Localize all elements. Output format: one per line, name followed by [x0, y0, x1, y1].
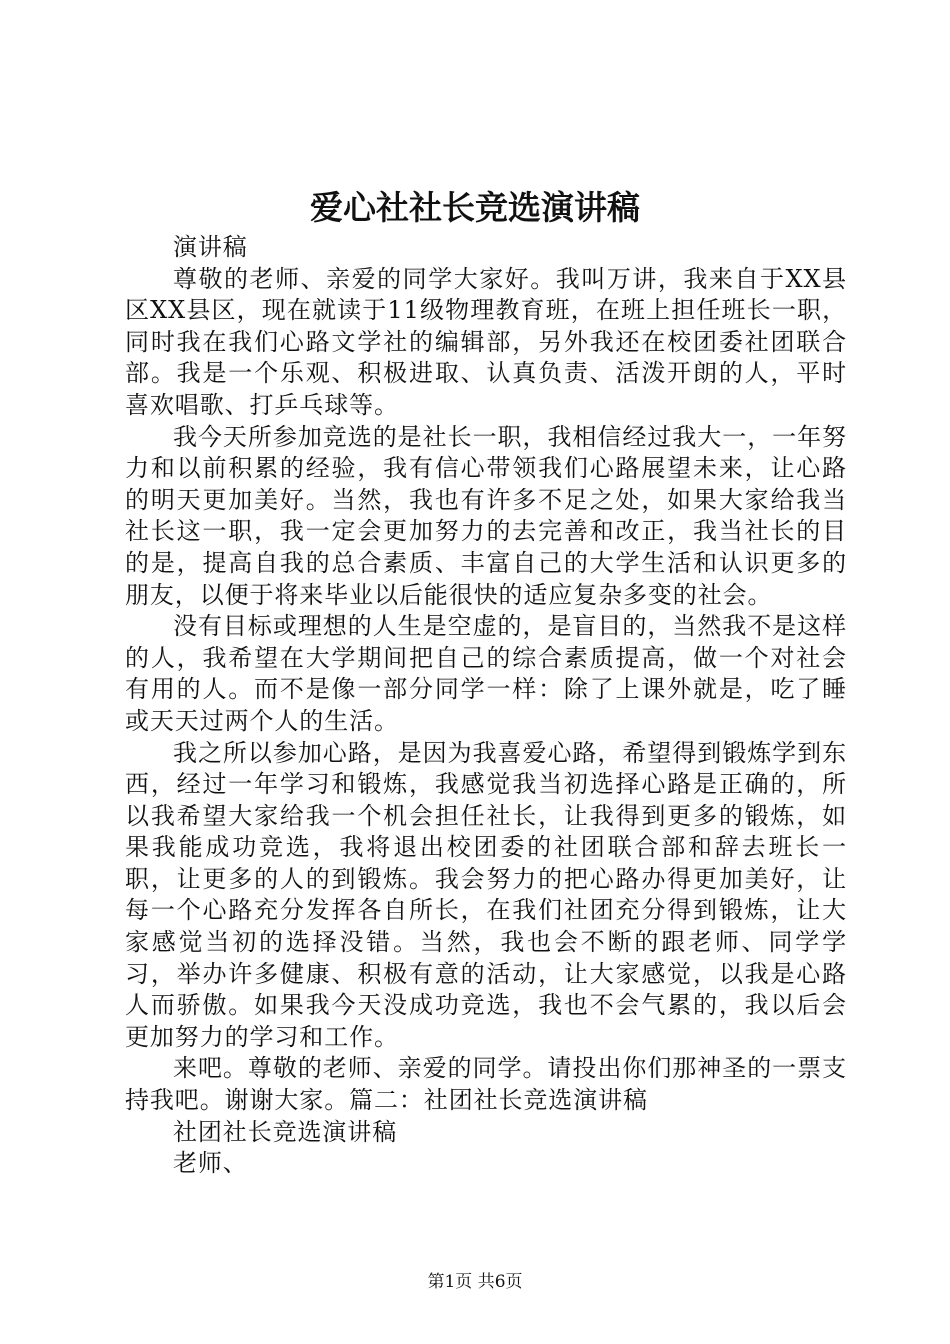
paragraph-subheading: 社团社长竞选演讲稿 [173, 1117, 398, 1146]
paragraph: 来吧。尊敬的老师、亲爱的同学。请投出你们那神圣的一票支持我吧。谢谢大家。篇二：社团社长竞选演讲稿 [125, 1054, 847, 1115]
paragraph: 我之所以参加心路，是因为我喜爱心路，希望得到锻炼学到东西，经过一年学习和锻炼，我感觉我当初选择心路是正确的，所以我希望大家给我一个机会担任社长，让我得到更多的锻炼，如果我能成功竞选，我将退出校团委的社团联合部和辞去班长一职，让更多的人的到锻炼。我会努力的把心路办得更加美好，让每一个心路充分发挥各自所长，在我们社团充分得到锻炼，让大家感觉当初的选择没错。当然，我也会不断的跟老师、同学学习，举办许多健康、积极有意的活动，让大家感觉，以我是心路人而骄傲。如果我今天没成功竞选，我也不会气累的，我以后会更加努力的学习和工作。 [125, 738, 847, 1051]
document-title: 爱心社社长竞选演讲稿 [310, 188, 640, 227]
paragraph: 没有目标或理想的人生是空虚的，是盲目的，当然我不是这样的人，我希望在大学期间把自己的综合素质提高，做一个对社会有用的人。而不是像一部分同学一样：除了上课外就是，吃了睡或天天过两个人的生活。 [125, 612, 847, 735]
document-body [125, 232, 847, 1180]
paragraph: 我今天所参加竞选的是社长一职，我相信经过我大一，一年努力和以前积累的经验，我有信心带领我们心路展望未来，让心路的明天更加美好。当然，我也有许多不足之处，如果大家给我当社长这一职，我一定会更加努力的去完善和改正，我当社长的目的是，提高自我的总合素质、丰富自己的大学生活和认识更多的朋友，以便于将来毕业以后能很快的适应复杂多变的社会。 [125, 422, 847, 609]
page-footer: 第1页 共6页 [427, 1272, 523, 1292]
paragraph: 老师、 [173, 1149, 248, 1178]
paragraph: 尊敬的老师、亲爱的同学大家好。我叫万讲，我来自于XX县区XX县区，现在就读于11级物理教育班，在班上担任班长一职，同时我在我们心路文学社的编辑部，另外我还在校团委社团联合部。我是一个乐观、积极进取、认真负责、活泼开朗的人，平时喜欢唱歌、打乒乓球等。 [125, 264, 847, 419]
paragraph-heading: 演讲稿 [173, 233, 248, 261]
